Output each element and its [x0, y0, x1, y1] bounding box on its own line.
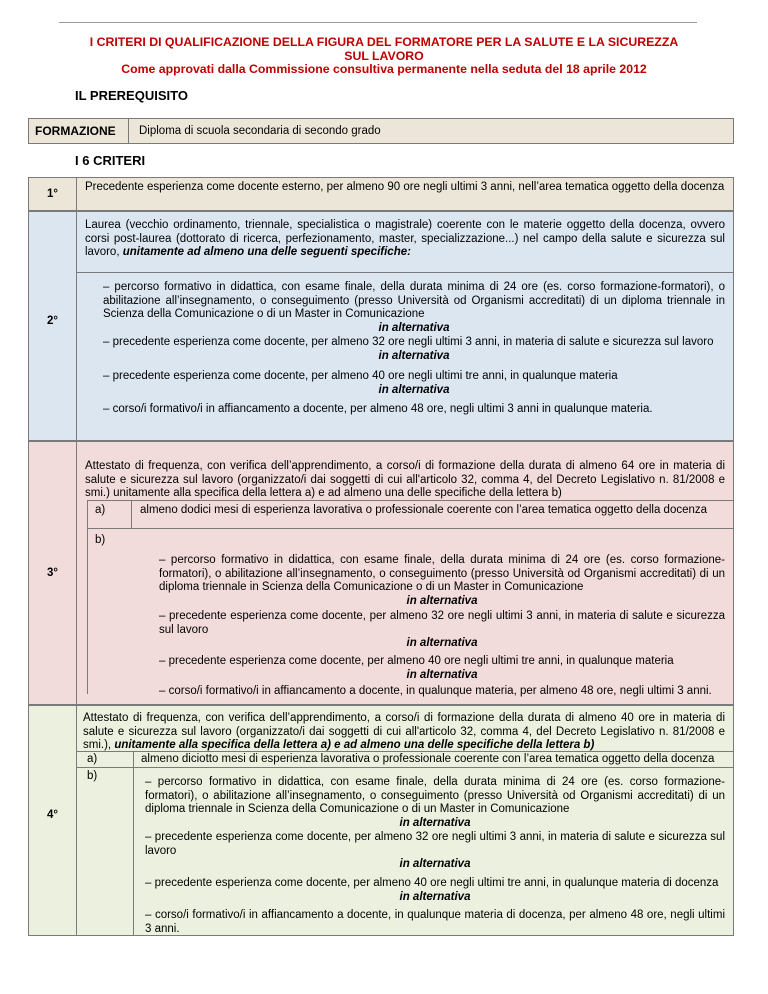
criterion-4-a-divider	[77, 767, 733, 768]
criterion-1	[28, 177, 734, 211]
criterion-3-intro: Attestato di frequenza, con verifica dell’apprendimento, a corso/i di formazione della durata di almeno 64 ore in materia di salute e sicurezza sul lavoro (organizzato/i dai soggetti di cui all'articolo 32, comma 4, del Decreto Legislativo n. 81/2008 e smi.) unitamente alla specifica della lettera a) e ad almeno una delle specifiche della lettera b)	[85, 460, 725, 499]
prerequisite-value: Diploma di scuola secondaria di secondo grado	[139, 125, 381, 137]
criterion-3-option-1: – percorso formativo in didattica, con esame finale, della durata minima di 24 ore (es. corso formazione-formatori), o abilitazione all’insegnamento, o conseguimento (presso Università od Organismi accreditati) di un diploma triennale in Scienza della Comunicazione o di un Master in Comunicazione in alternativa	[159, 554, 725, 607]
criterion-3-b-label: b)	[95, 534, 106, 546]
criterion-4-option-2: – precedente esperienza come docente, per almeno 32 ore negli ultimi 3 anni, in materia di salute e sicurezza sul lavoro in alternativa	[145, 831, 725, 870]
criterion-3-number: 3°	[29, 442, 77, 704]
title-line-3: Come approvati dalla Commissione consultiva permanente nella seduta del 18 aprile 2012	[121, 62, 647, 77]
criterion-4-number: 4°	[29, 706, 77, 935]
criterion-3-option-4: – corso/i formativo/i in affiancamento a docente, in qualunque materia, per almeno 48 ore, negli ultimi 3 anni.	[159, 685, 712, 697]
criterion-2-intro: Laurea (vecchio ordinamento, triennale, specialistica o magistrale) coerente con le materie oggetto della docenza, ovvero corsi post-laurea (dottorato di ricerca, perfezionamento, master, specializzazione...) nel campo della salute e sicurezza sul lavoro, unitamente ad almeno una delle seguenti specifiche:	[85, 219, 725, 258]
criterion-2	[28, 211, 734, 441]
criterion-2-divider	[77, 272, 733, 273]
criterion-3-ab-top	[87, 500, 733, 501]
criterion-4	[28, 705, 734, 936]
criterion-2-option-4: – corso/i formativo/i in affiancamento a docente, per almeno 48 ore, negli ultimi 3 anni in qualunque materia.	[103, 403, 653, 415]
criteria-heading: I 6 CRITERI	[75, 153, 146, 168]
criterion-2-number: 2°	[29, 212, 77, 440]
criterion-3-a-sep	[131, 500, 132, 528]
criterion-3-option-2: – precedente esperienza come docente, per almeno 32 ore negli ultimi 3 anni, in materia di salute e sicurezza sul lavoro in alternativa	[159, 610, 725, 649]
criterion-3-option-3: – precedente esperienza come docente, per almeno 40 ore negli ultimi tre anni, in qualunque materia in alternativa	[159, 655, 674, 681]
document-title	[60, 36, 708, 77]
criterion-2-option-1: – percorso formativo in didattica, con esame finale, della durata minima di 24 ore (es. corso formazione-formatori), o abilitazione all’insegnamento, o conseguimento (presso Università od Organismi accreditati) di un diploma triennale in Scienza della Comunicazione o di un Master in Comunicazione in alternativa	[103, 281, 725, 334]
title-line-2: SUL LAVORO	[344, 48, 424, 63]
criterion-3-a-text: almeno dodici mesi di esperienza lavorativa o professionale coerente con l’area tematica oggetto della docenza	[140, 504, 708, 516]
criterion-3	[28, 441, 734, 705]
criterion-4-a-text: almeno diciotto mesi di esperienza lavorativa o professionale coerente con l’area tematica oggetto della docenza	[141, 753, 715, 765]
prerequisite-heading: IL PREREQUISITO	[75, 88, 188, 103]
criterion-2-option-2: – precedente esperienza come docente, per almeno 32 ore negli ultimi 3 anni, in materia di salute e sicurezza sul lavoro in alternativa	[103, 336, 714, 362]
criterion-1-text: Precedente esperienza come docente esterno, per almeno 90 ore negli ultimi 3 anni, nell’area tematica oggetto della docenza	[85, 181, 725, 193]
prerequisite-label: FORMAZIONE	[29, 119, 129, 143]
criterion-2-option-3: – precedente esperienza come docente, per almeno 40 ore negli ultimi tre anni, in qualunque materia in alternativa	[103, 370, 618, 396]
criterion-4-option-4: – corso/i formativo/i in affiancamento a docente, in qualunque materia di docenza, per almeno 48 ore, negli ultimi 3 anni.	[145, 909, 725, 935]
title-line-1: I CRITERI DI QUALIFICAZIONE DELLA FIGURA DEL FORMATORE PER LA SALUTE E LA SICUREZZA	[89, 35, 679, 49]
criterion-4-a-label: a)	[87, 753, 98, 765]
criterion-4-option-1: – percorso formativo in didattica, con esame finale, della durata minima di 24 ore (es. corso formazione-formatori), o abilitazione all’insegnamento, o conseguimento (presso Università od Organismi accreditati) di un diploma triennale in Scienza della Comunicazione o di un Master in Comunicazione in alternativa	[145, 776, 725, 829]
criterion-3-a-divider	[87, 528, 733, 529]
criterion-1-number: 1°	[29, 178, 77, 210]
criterion-4-b-label: b)	[87, 770, 98, 782]
top-rule	[59, 22, 697, 23]
criterion-4-intro: Attestato di frequenza, con verifica dell’apprendimento, a corso/i di formazione della durata di almeno 40 ore in materia di salute e sicurezza sul lavoro (organizzato/i dai soggetti di cui all'articolo 32, comma 4, del Decreto Legislativo n. 81/2008 e smi.), unitamente alla specifica della lettera a) e ad almeno una delle specifiche della lettera b)	[83, 712, 725, 751]
criterion-4-ab-top	[77, 751, 733, 752]
prerequisite-table	[28, 118, 734, 144]
criterion-3-a-label: a)	[95, 504, 106, 516]
criterion-4-option-3: – precedente esperienza come docente, per almeno 40 ore negli ultimi tre anni, in qualunque materia di docenza in alternativa	[145, 877, 719, 903]
